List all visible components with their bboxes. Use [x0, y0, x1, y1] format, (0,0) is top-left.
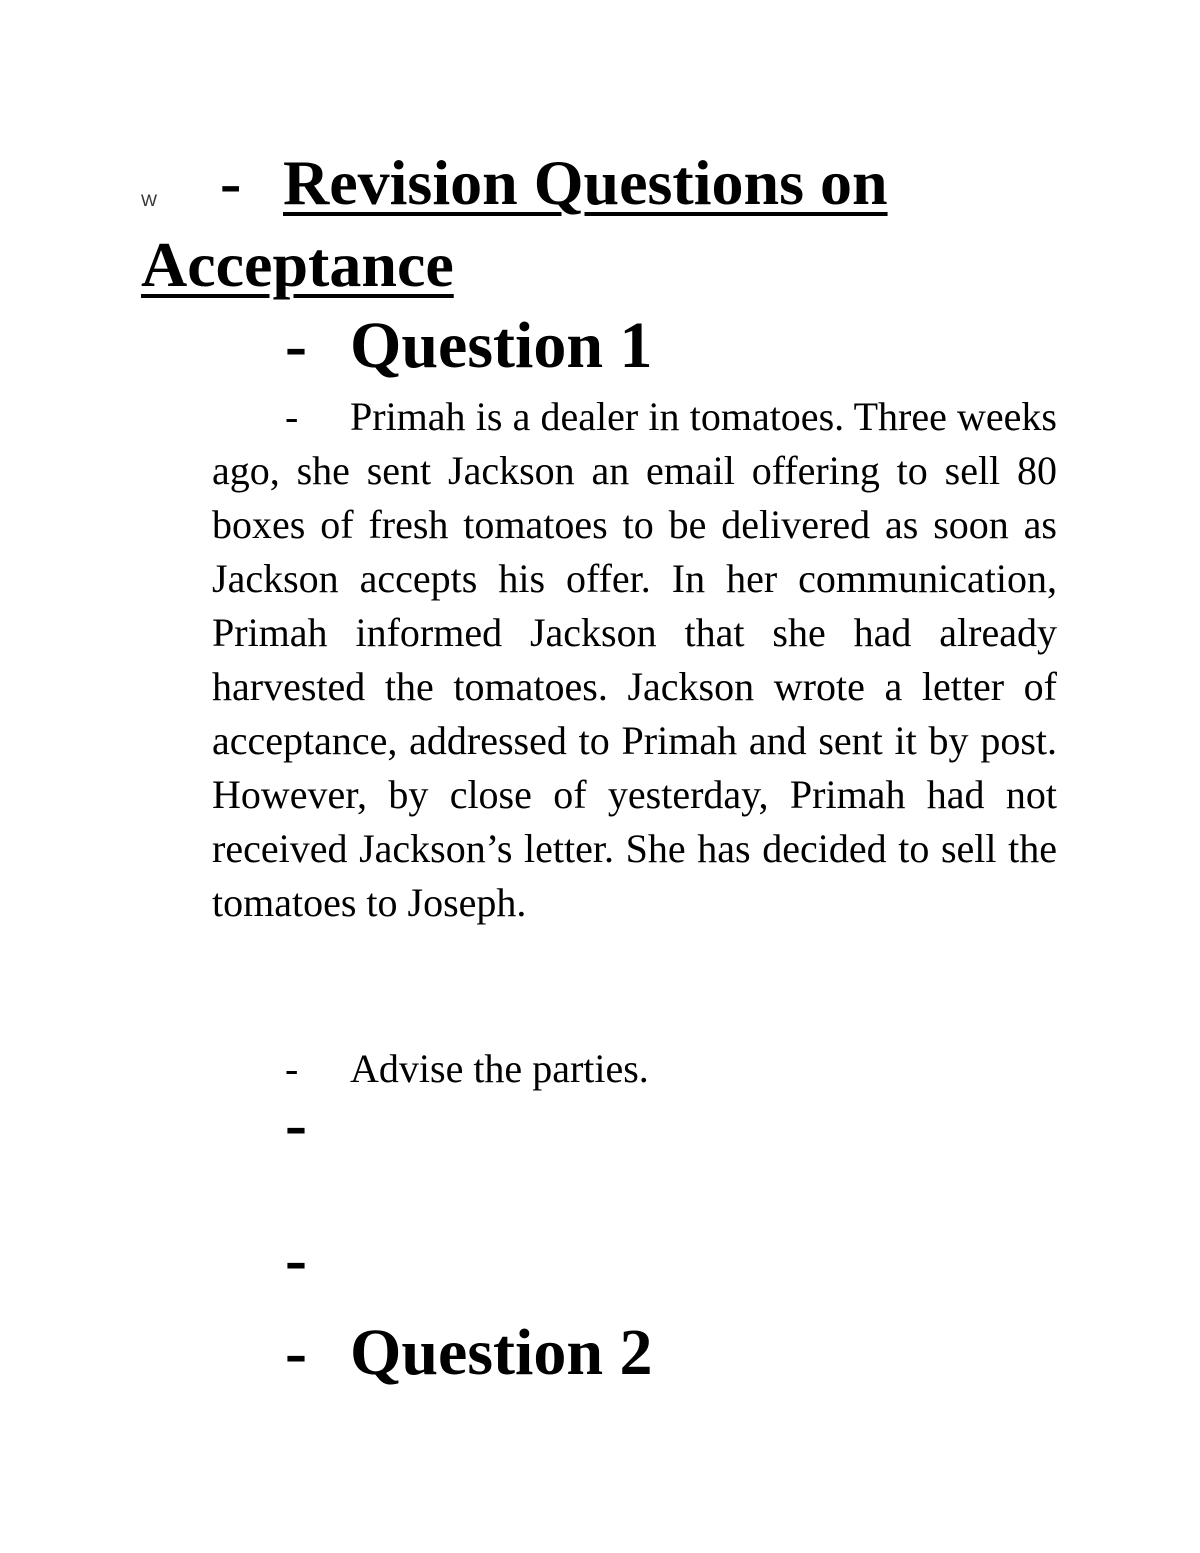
task-text: Advise the parties.: [350, 1046, 649, 1091]
task-bullet: -: [285, 1046, 299, 1091]
title-line-1: Revision Questions on: [283, 147, 888, 218]
question-2-bullet: -: [285, 1316, 307, 1389]
question-1-text-bullet: -: [285, 394, 299, 439]
watermark: W: [141, 191, 158, 210]
question-2-heading: Question 2: [350, 1316, 653, 1389]
question-1-bullet: -: [285, 309, 307, 382]
title-bullet: -: [220, 147, 242, 218]
empty-bullet: -: [285, 1088, 307, 1161]
empty-bullet: -: [285, 1223, 307, 1296]
question-1-text: Primah is a dealer in tomatoes. Three weeks ago, she sent Jackson an email offering to sell 80 boxes of fresh tomatoes to be delivered as soon as Jackson accepts his offer. In her communication, Primah informed Jackson that she had already harvested the tomatoes. Jackson wrote a letter of acceptance, addressed to Primah and sent it by post. However, by close of yesterday, Primah had not received Jackson’s letter. She has decided to sell the tomatoes to Joseph.: [212, 394, 1057, 925]
title-line-2: Acceptance: [141, 229, 454, 300]
question-1-heading: Question 1: [350, 309, 653, 382]
